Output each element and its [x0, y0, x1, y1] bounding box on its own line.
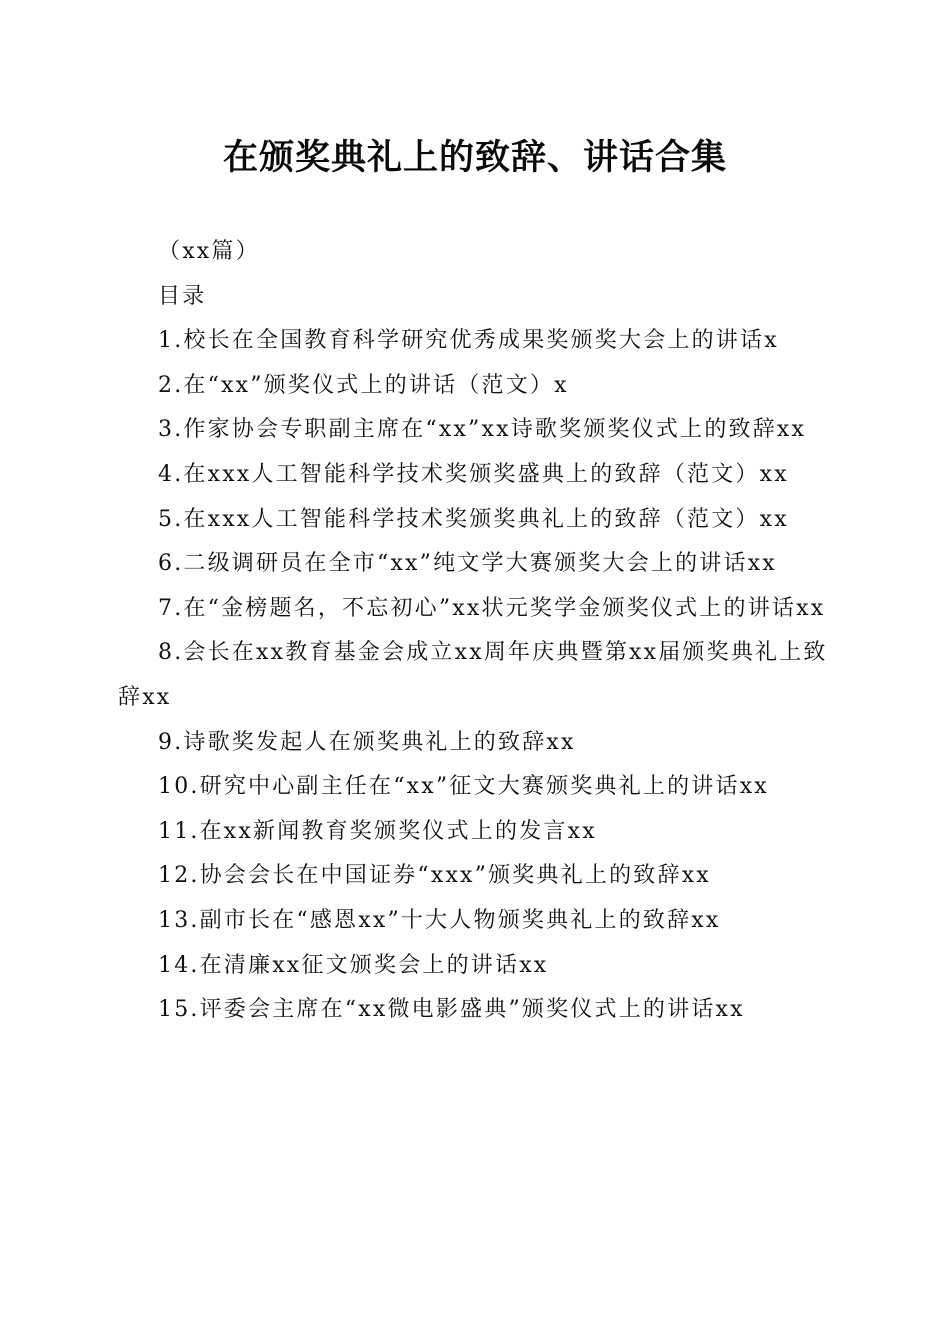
toc-heading: 目录 — [158, 283, 207, 309]
toc-item: 8.会长在xx教育基金会成立xx周年庆典暨第xx届颁奖典礼上致辞xx — [118, 640, 828, 710]
subtitle: （xx篇） — [158, 239, 260, 264]
toc-item: 2.在“xx”颁奖仪式上的讲话（范文）x — [158, 372, 569, 398]
toc-item: 9.诗歌奖发起人在颁奖典礼上的致辞xx — [158, 729, 576, 755]
toc-item: 5.在xxx人工智能科学技术奖颁奖典礼上的致辞（范文）xx — [158, 506, 789, 532]
toc-item: 7.在“金榜题名，不忘初心”xx状元奖学金颁奖仪式上的讲话xx — [158, 595, 826, 621]
document-body — [118, 230, 830, 1033]
toc-item: 13.副市长在“感恩xx”十大人物颁奖典礼上的致辞xx — [158, 907, 721, 933]
toc-item: 12.协会会长在中国证券“xxx”颁奖典礼上的致辞xx — [158, 863, 711, 889]
toc-item: 15.评委会主席在“xx微电影盛典”颁奖仪式上的讲话xx — [158, 997, 745, 1023]
toc-item: 3.作家协会专职副主席在“xx”xx诗歌奖颁奖仪式上的致辞xx — [158, 417, 807, 443]
document-title: 在颁奖典礼上的致辞、讲话合集 — [222, 137, 727, 178]
toc-item: 10.研究中心副主任在“xx”征文大赛颁奖典礼上的讲话xx — [158, 774, 769, 800]
toc-item: 6.二级调研员在全市“xx”纯文学大赛颁奖大会上的讲话xx — [158, 551, 777, 577]
toc-item: 4.在xxx人工智能科学技术奖颁奖盛典上的致辞（范文）xx — [158, 461, 789, 487]
toc-item: 14.在清廉xx征文颁奖会上的讲话xx — [158, 952, 549, 978]
toc-item: 1.校长在全国教育科学研究优秀成果奖颁奖大会上的讲话x — [158, 328, 779, 354]
toc-item: 11.在xx新闻教育奖颁奖仪式上的发言xx — [158, 818, 597, 844]
